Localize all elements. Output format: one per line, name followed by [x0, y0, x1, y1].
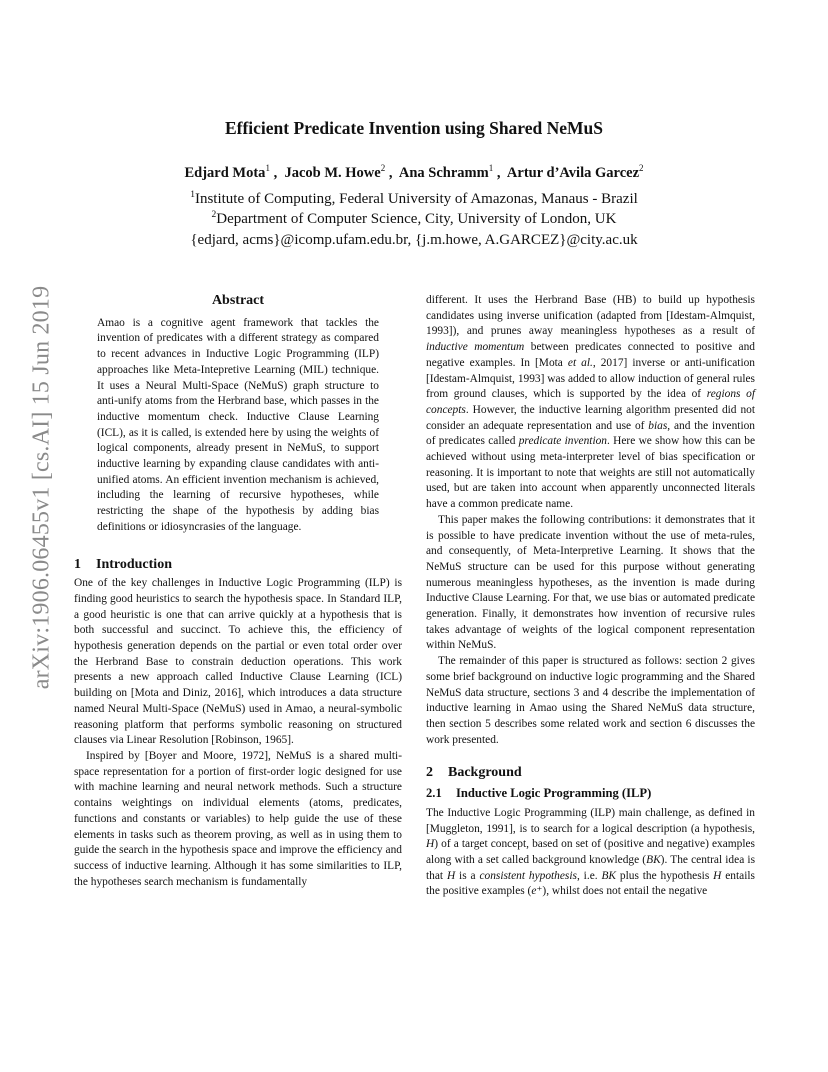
- left-column: [74, 293, 402, 890]
- affiliation: $^1$Institute of Computing, Federal University of Amazonas, Manaus - Brazil: [190, 190, 638, 207]
- paragraph: Inspired by [Boyer and Moore, 1972], NeMuS is a shared multi-space representation for a portion of first-order logic designed for use with machine learning and neural network methods. Such a structure contains weightings on individual elements (atoms, predicates, functions and constants or variables) to help guide the use of these elements in tasks such as theorem proving, as well as in using them to guide the search in the hypothesis space and improve the efficiency and success of inductive learning. Although it has some similarities to ILP, the hypotheses search mechanism is fundamentally: [74, 749, 402, 888]
- author-emails: {edjard, acms}@icomp.ufam.edu.br, {j.m.howe, A.GARCEZ}@city.ac.uk: [190, 232, 638, 248]
- section-heading: 2 Background: [426, 765, 522, 781]
- paragraph: different. It uses the Herbrand Base (HB) to build up hypothesis candidates using inverse unification (adapted from [Idestam-Almquist, 1993]), and prunes away meaningless hypotheses as a result of inductive momentum between predicates connected to positive and negative examples. In [Mota et al., 2017] inverse or anti-unification [Idestam-Almquist, 1993] was added to allow induction of general rules from ground clauses, which is supported by the idea of regions of concepts. However, the inductive learning algorithm presented did not consider an adequate representation and use of bias, and the invention of predicates called predicate invention. Here we show how this can be achieved without using meta-interpreter level of bias specification or reasoning. It is important to note that weights are still not automatically used, but are taken into account when apparently unconnected literals have a common predicate name.: [426, 294, 756, 511]
- paragraph: The Inductive Logic Programming (ILP) main challenge, as defined in [Muggleton, 1991], is to search for a logical description (a hypothesis, H) of a target concept, based on set of (positive and negative) examples along with a set called background knowledge (BK). The central idea is that H is a consistent hypothesis, i.e. BK plus the hypothesis H entails the positive examples (e⁺), whilst does not entail the negative: [426, 806, 755, 898]
- paragraph: One of the key challenges in Inductive Logic Programming (ILP) is finding good heuristics to search the hypothesis space. In Standard ILP, a good heuristic is one that can arrive quickly at a hypothesis that is both successful and succinct. To achieve this, the efficiency of hypothesis generation depends on the partial or even total order over the Herbrand Base to constrain deduction operations. This work presents a new approach called Inductive Clause Learning (ICL) building on [Mota and Diniz, 2016], which introduces a data structure named Neural Multi-Space (NeMuS) used in Amao, a neural-symbolic reasoning platform that performs symbolic reasoning on structured clauses via Linear Resolution [Robinson, 1965].: [74, 577, 402, 747]
- subsection-heading: 2.1 Inductive Logic Programming (ILP): [426, 786, 652, 801]
- paragraph: The remainder of this paper is structured as follows: section 2 gives some brief background on inductive logic programming and the Shared NeMuS data structure, sections 3 and 4 describe the implementation of inductive learning in Amao using the Shared NeMuS data structure, then section 5 describes some related work and section 6 discusses the work presented.: [426, 655, 755, 746]
- affiliation: $^2$Department of Computer Science, City, University of London, UK: [211, 210, 617, 227]
- author: Jacob M. Howe$^2$: [284, 163, 386, 181]
- abstract: [74, 316, 402, 536]
- arxiv-stamp-text: arXiv:1906.06455v1 [cs.AI] 15 Jun 2019: [28, 285, 55, 689]
- author: Edjard Mota$^1$: [184, 163, 270, 181]
- right-column: [426, 293, 755, 900]
- abstract-text: Amao is a cognitive agent framework that tackles the invention of predicates with a different strategy as compared to recent advances in Inductive Logic Programming (ILP) approaches like Meta-Intepretive Learning (MIL) technique. It uses a Neural Multi-Space (NeMuS) graph structure to anti-unify atoms from the Herbrand base, which passes in the inductive momentum check. Inductive Clause Learning (ICL), as it is called, is extended here by using the weights of logical components, already present in NeMuS, to support inductive learning by expanding clause candidates with anti-unified atoms. An efficient invention mechanism is achieved, including the learning of recursive hypotheses, while restricting the shape of the hypothesis by adding bias definitions or idiosyncrasies of the language.: [97, 316, 379, 533]
- paper-title: Efficient Predicate Invention using Shared NeMuS: [224, 118, 604, 138]
- section-heading: 1 Introduction: [74, 556, 172, 572]
- abstract-heading: Abstract: [211, 293, 265, 308]
- author: Ana Schramm$^1$: [398, 163, 494, 181]
- author: Artur d’Avila Garcez$^2$: [506, 163, 644, 181]
- arxiv-stamp: [22, 285, 62, 689]
- paragraph: This paper makes the following contributions: it demonstrates that it is possible to have predicate invention without the use of meta-rules, and consequently, of Meta-Interpretive Learning. It shows that the NeMuS structure can be used for this purpose without generating numerous meaningless hypotheses, as the invention is made during Inductive Clause Learning. For that, we use bias or automated predicate generation. Finally, it demonstrates how invention of recursive rules takes advantage of weights of the logical component representation within NeMuS.: [426, 513, 755, 652]
- author-list: Edjard Mota$^1$ , Jacob M. Howe$^2$ , Ana Schramm$^1$ , Artur d’Avila Garcez$^2$: [184, 163, 644, 181]
